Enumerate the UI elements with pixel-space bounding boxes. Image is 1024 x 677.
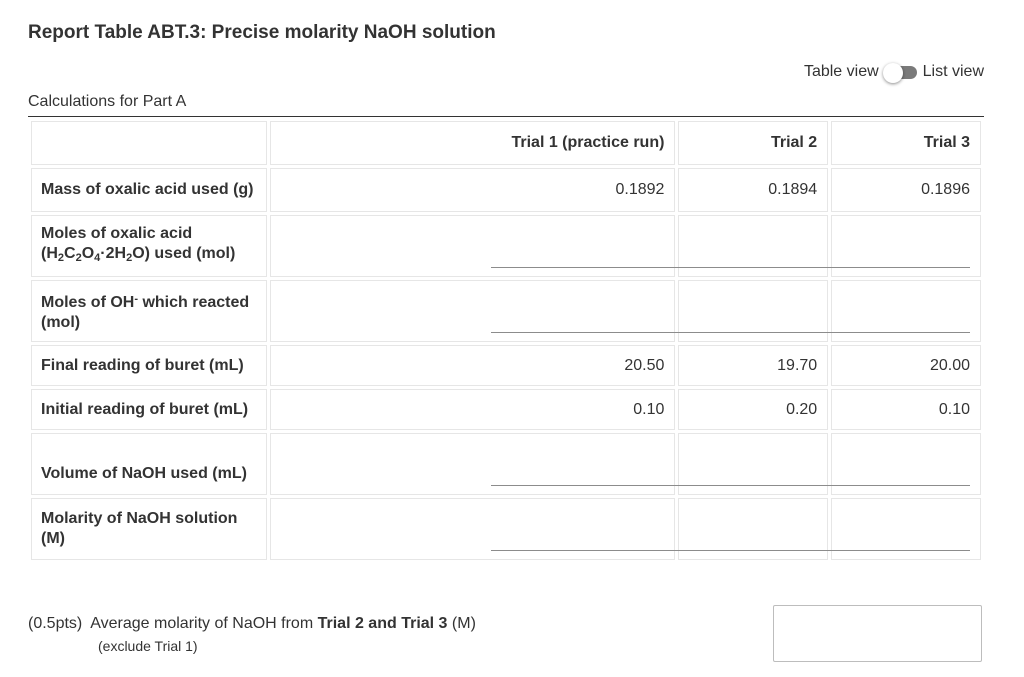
label-formula-open: (H	[41, 245, 58, 262]
view-toggle-switch[interactable]	[883, 63, 917, 81]
header-blank	[31, 121, 267, 165]
answer-line	[491, 485, 664, 486]
label-sub-1: 2	[57, 252, 65, 264]
label-formula-o: O	[81, 245, 95, 262]
row-label-mass-oxalic: Mass of oxalic acid used (g)	[31, 168, 267, 212]
answer-line	[644, 267, 817, 268]
moles-oh-trial-1-input[interactable]	[270, 280, 675, 342]
moles-oh-trial-3-input[interactable]	[831, 280, 981, 342]
label-moles-oxalic-line1: Moles of oxalic acid	[41, 225, 193, 242]
table-view-label[interactable]: Table view	[803, 63, 879, 80]
row-label-volume-naoh: Volume of NaOH used (mL)	[31, 433, 267, 495]
answer-line	[797, 485, 970, 486]
label-molarity-unit: (M)	[41, 530, 65, 547]
label-sub-4: 2	[126, 252, 133, 264]
header-trial-3: Trial 3	[831, 121, 981, 165]
row-label-moles-oxalic	[31, 215, 267, 277]
answer-line	[491, 550, 664, 551]
calculations-table	[28, 118, 984, 563]
initial-buret-trial-1: 0.10	[270, 389, 675, 430]
answer-line	[644, 485, 817, 486]
row-label-final-buret: Final reading of buret (mL)	[31, 345, 267, 386]
row-label-initial-buret: Initial reading of buret (mL)	[31, 389, 267, 430]
header-trial-1: Trial 1 (practice run)	[270, 121, 675, 165]
table-row-volume-naoh	[31, 433, 981, 495]
list-view-label[interactable]: List view	[922, 63, 984, 80]
row-label-molarity-naoh	[31, 498, 267, 560]
table-row-mass-oxalic	[31, 168, 981, 212]
average-unit: (M)	[451, 615, 476, 632]
average-molarity-input[interactable]	[773, 605, 982, 662]
table-row-molarity-naoh	[31, 498, 981, 560]
answer-line	[644, 332, 817, 333]
label-superscript-minus: -	[134, 293, 139, 305]
volume-trial-3-input[interactable]	[831, 433, 981, 495]
label-formula-close: O) used (mol)	[132, 245, 236, 262]
section-label: Calculations for Part A	[28, 93, 187, 110]
row-label-moles-oh	[31, 280, 267, 342]
average-note: (exclude Trial 1)	[98, 638, 198, 654]
section-divider	[28, 116, 984, 117]
table-row-initial-buret	[31, 389, 981, 430]
molarity-trial-3-input[interactable]	[831, 498, 981, 560]
initial-buret-trial-2: 0.20	[678, 389, 828, 430]
mass-trial-3: 0.1896	[831, 168, 981, 212]
answer-line	[644, 550, 817, 551]
mass-trial-1: 0.1892	[270, 168, 675, 212]
molarity-trial-1-input[interactable]	[270, 498, 675, 560]
average-points: (0.5pts)	[28, 615, 83, 632]
final-buret-trial-2: 19.70	[678, 345, 828, 386]
initial-buret-trial-3: 0.10	[831, 389, 981, 430]
volume-trial-1-input[interactable]	[270, 433, 675, 495]
label-moles-oh: Moles of OH	[41, 294, 135, 311]
label-sub-2: 2	[75, 252, 82, 264]
label-formula-hydrate: ·2H	[100, 245, 127, 262]
table-header-row	[31, 121, 981, 165]
final-buret-trial-3: 20.00	[831, 345, 981, 386]
answer-line	[797, 332, 970, 333]
table-row-moles-oxalic	[31, 215, 981, 277]
answer-line	[797, 550, 970, 551]
label-molarity-line1: Molarity of NaOH solution	[41, 510, 238, 527]
view-toggle	[804, 63, 984, 81]
table-row-final-buret	[31, 345, 981, 386]
average-molarity-label	[28, 615, 476, 633]
label-which-reacted: which reacted	[138, 294, 250, 311]
page-title: Report Table ABT.3: Precise molarity NaOH solution	[28, 22, 496, 43]
label-sub-3: 4	[94, 252, 101, 264]
toggle-knob[interactable]	[883, 63, 903, 83]
average-text: Average molarity of NaOH from	[90, 615, 314, 632]
answer-line	[491, 332, 664, 333]
label-unit-mol: (mol)	[41, 314, 81, 331]
mass-trial-2: 0.1894	[678, 168, 828, 212]
header-trial-2: Trial 2	[678, 121, 828, 165]
final-buret-trial-1: 20.50	[270, 345, 675, 386]
moles-oxalic-trial-1-input[interactable]	[270, 215, 675, 277]
label-formula-c: C	[64, 245, 76, 262]
average-bold-text: Trial 2 and Trial 3	[317, 615, 448, 632]
table-row-moles-oh	[31, 280, 981, 342]
answer-line	[797, 267, 970, 268]
moles-oxalic-trial-3-input[interactable]	[831, 215, 981, 277]
answer-line	[491, 267, 664, 268]
